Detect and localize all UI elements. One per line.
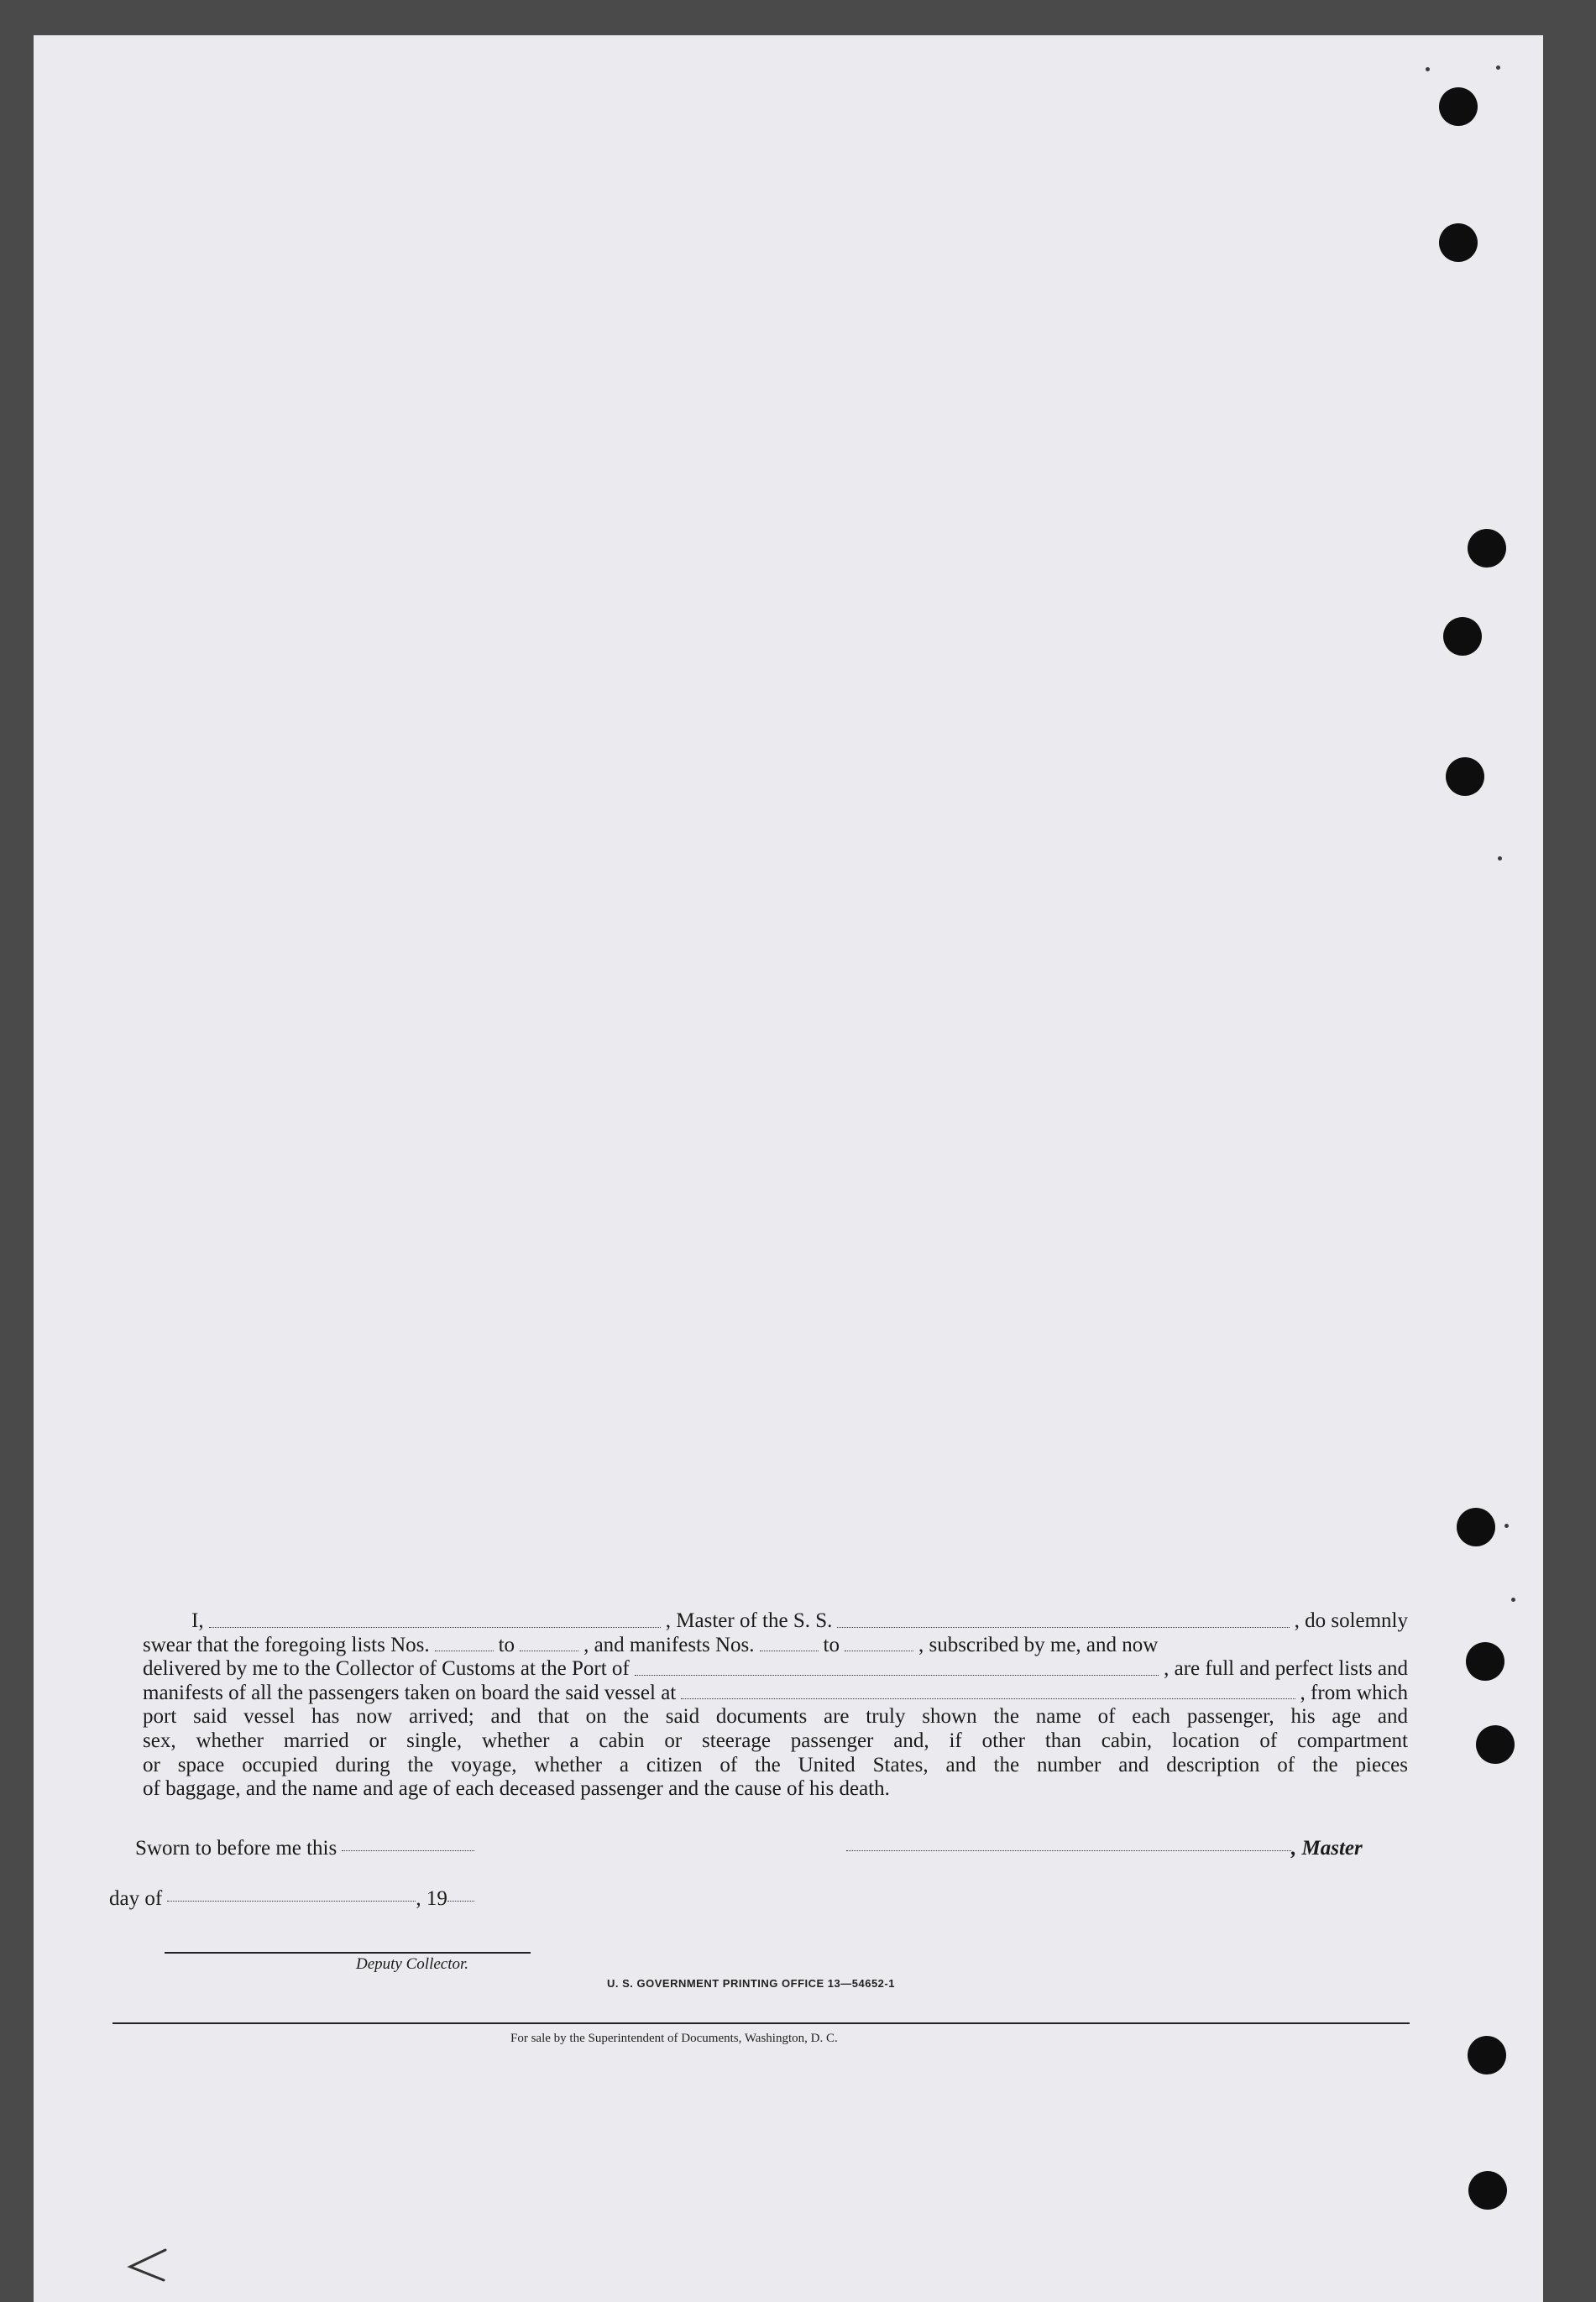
master-label: , Master bbox=[1291, 1837, 1363, 1860]
master-signature-field[interactable] bbox=[846, 1850, 1291, 1851]
pencil-check-mark-icon bbox=[122, 2245, 172, 2287]
day-of-line bbox=[109, 1887, 474, 1911]
manifest-number-to-field[interactable] bbox=[845, 1650, 913, 1651]
departure-port-field[interactable] bbox=[681, 1698, 1295, 1699]
speck bbox=[1511, 1598, 1515, 1602]
sworn-label: Sworn to before me this bbox=[135, 1837, 338, 1860]
oath-line-4 bbox=[143, 1682, 1408, 1706]
punch-hole-icon bbox=[1476, 1725, 1515, 1764]
oath-paragraph bbox=[143, 1609, 1408, 1802]
speck bbox=[1496, 65, 1500, 70]
month-field[interactable] bbox=[167, 1901, 416, 1902]
printer-line: U. S. GOVERNMENT PRINTING OFFICE 13—54652-1 bbox=[607, 1977, 895, 1990]
oath-text: to bbox=[823, 1633, 840, 1656]
year-field[interactable] bbox=[447, 1901, 474, 1902]
punch-hole-icon bbox=[1468, 529, 1506, 568]
sale-line: For sale by the Superintendent of Documents, Washington, D. C. bbox=[510, 2032, 838, 2045]
speck bbox=[1498, 856, 1502, 861]
oath-line-1 bbox=[143, 1609, 1408, 1634]
ship-name-field[interactable] bbox=[837, 1626, 1289, 1628]
punch-hole-icon bbox=[1443, 617, 1482, 656]
list-number-from-field[interactable] bbox=[435, 1650, 494, 1651]
punch-hole-icon bbox=[1468, 2036, 1506, 2074]
oath-text: or space occupied during the voyage, whether a citizen of the United States, and the number and description of the pieces bbox=[143, 1753, 1408, 1776]
oath-text: , are full and perfect lists and bbox=[1164, 1657, 1408, 1681]
punch-hole-icon bbox=[1457, 1508, 1495, 1546]
oath-text: , and manifests Nos. bbox=[583, 1633, 755, 1656]
oath-text: sex, whether married or single, whether a cabin or steerage passenger and, if other than cabin, location of compartment bbox=[143, 1729, 1408, 1752]
oath-text: , from which bbox=[1300, 1681, 1408, 1704]
oath-text: swear that the foregoing lists Nos. bbox=[143, 1633, 430, 1656]
oath-text: of baggage, and the name and age of each deceased passenger and the cause of his death. bbox=[143, 1777, 890, 1801]
punch-hole-icon bbox=[1439, 87, 1478, 126]
sworn-line bbox=[135, 1837, 474, 1860]
master-name-field[interactable] bbox=[209, 1626, 661, 1628]
punch-hole-icon bbox=[1439, 223, 1478, 262]
oath-text: manifests of all the passengers taken on board the said vessel at bbox=[143, 1681, 677, 1704]
oath-line-2 bbox=[143, 1634, 1408, 1658]
oath-text: I, bbox=[191, 1609, 204, 1632]
day-of-label: day of bbox=[109, 1887, 163, 1910]
oath-text: delivered by me to the Collector of Customs at the Port of bbox=[143, 1657, 630, 1681]
oath-text: , subscribed by me, and now bbox=[918, 1633, 1159, 1656]
oath-text: , Master of the S. S. bbox=[665, 1609, 833, 1632]
manifest-number-from-field[interactable] bbox=[760, 1650, 819, 1651]
sworn-date-field[interactable] bbox=[342, 1850, 474, 1851]
speck bbox=[1426, 67, 1430, 71]
footer-rule bbox=[113, 2022, 1410, 2024]
deputy-collector-label: Deputy Collector. bbox=[356, 1955, 469, 1973]
form-page bbox=[34, 35, 1543, 2302]
list-number-to-field[interactable] bbox=[520, 1650, 578, 1651]
oath-text: to bbox=[498, 1633, 515, 1656]
deputy-signature-line[interactable] bbox=[165, 1952, 531, 1954]
oath-text: port said vessel has now arrived; and that on the said documents are truly shown the name of each passenger, his age and bbox=[143, 1705, 1408, 1729]
punch-hole-icon bbox=[1466, 1642, 1504, 1681]
oath-text: , do solemnly bbox=[1294, 1609, 1409, 1632]
oath-line-3 bbox=[143, 1657, 1408, 1682]
port-field[interactable] bbox=[635, 1674, 1159, 1676]
year-prefix: , 19 bbox=[416, 1887, 447, 1910]
punch-hole-icon bbox=[1446, 757, 1484, 796]
punch-hole-icon bbox=[1468, 2171, 1507, 2210]
master-signature-line bbox=[846, 1837, 1363, 1860]
speck bbox=[1504, 1524, 1509, 1528]
